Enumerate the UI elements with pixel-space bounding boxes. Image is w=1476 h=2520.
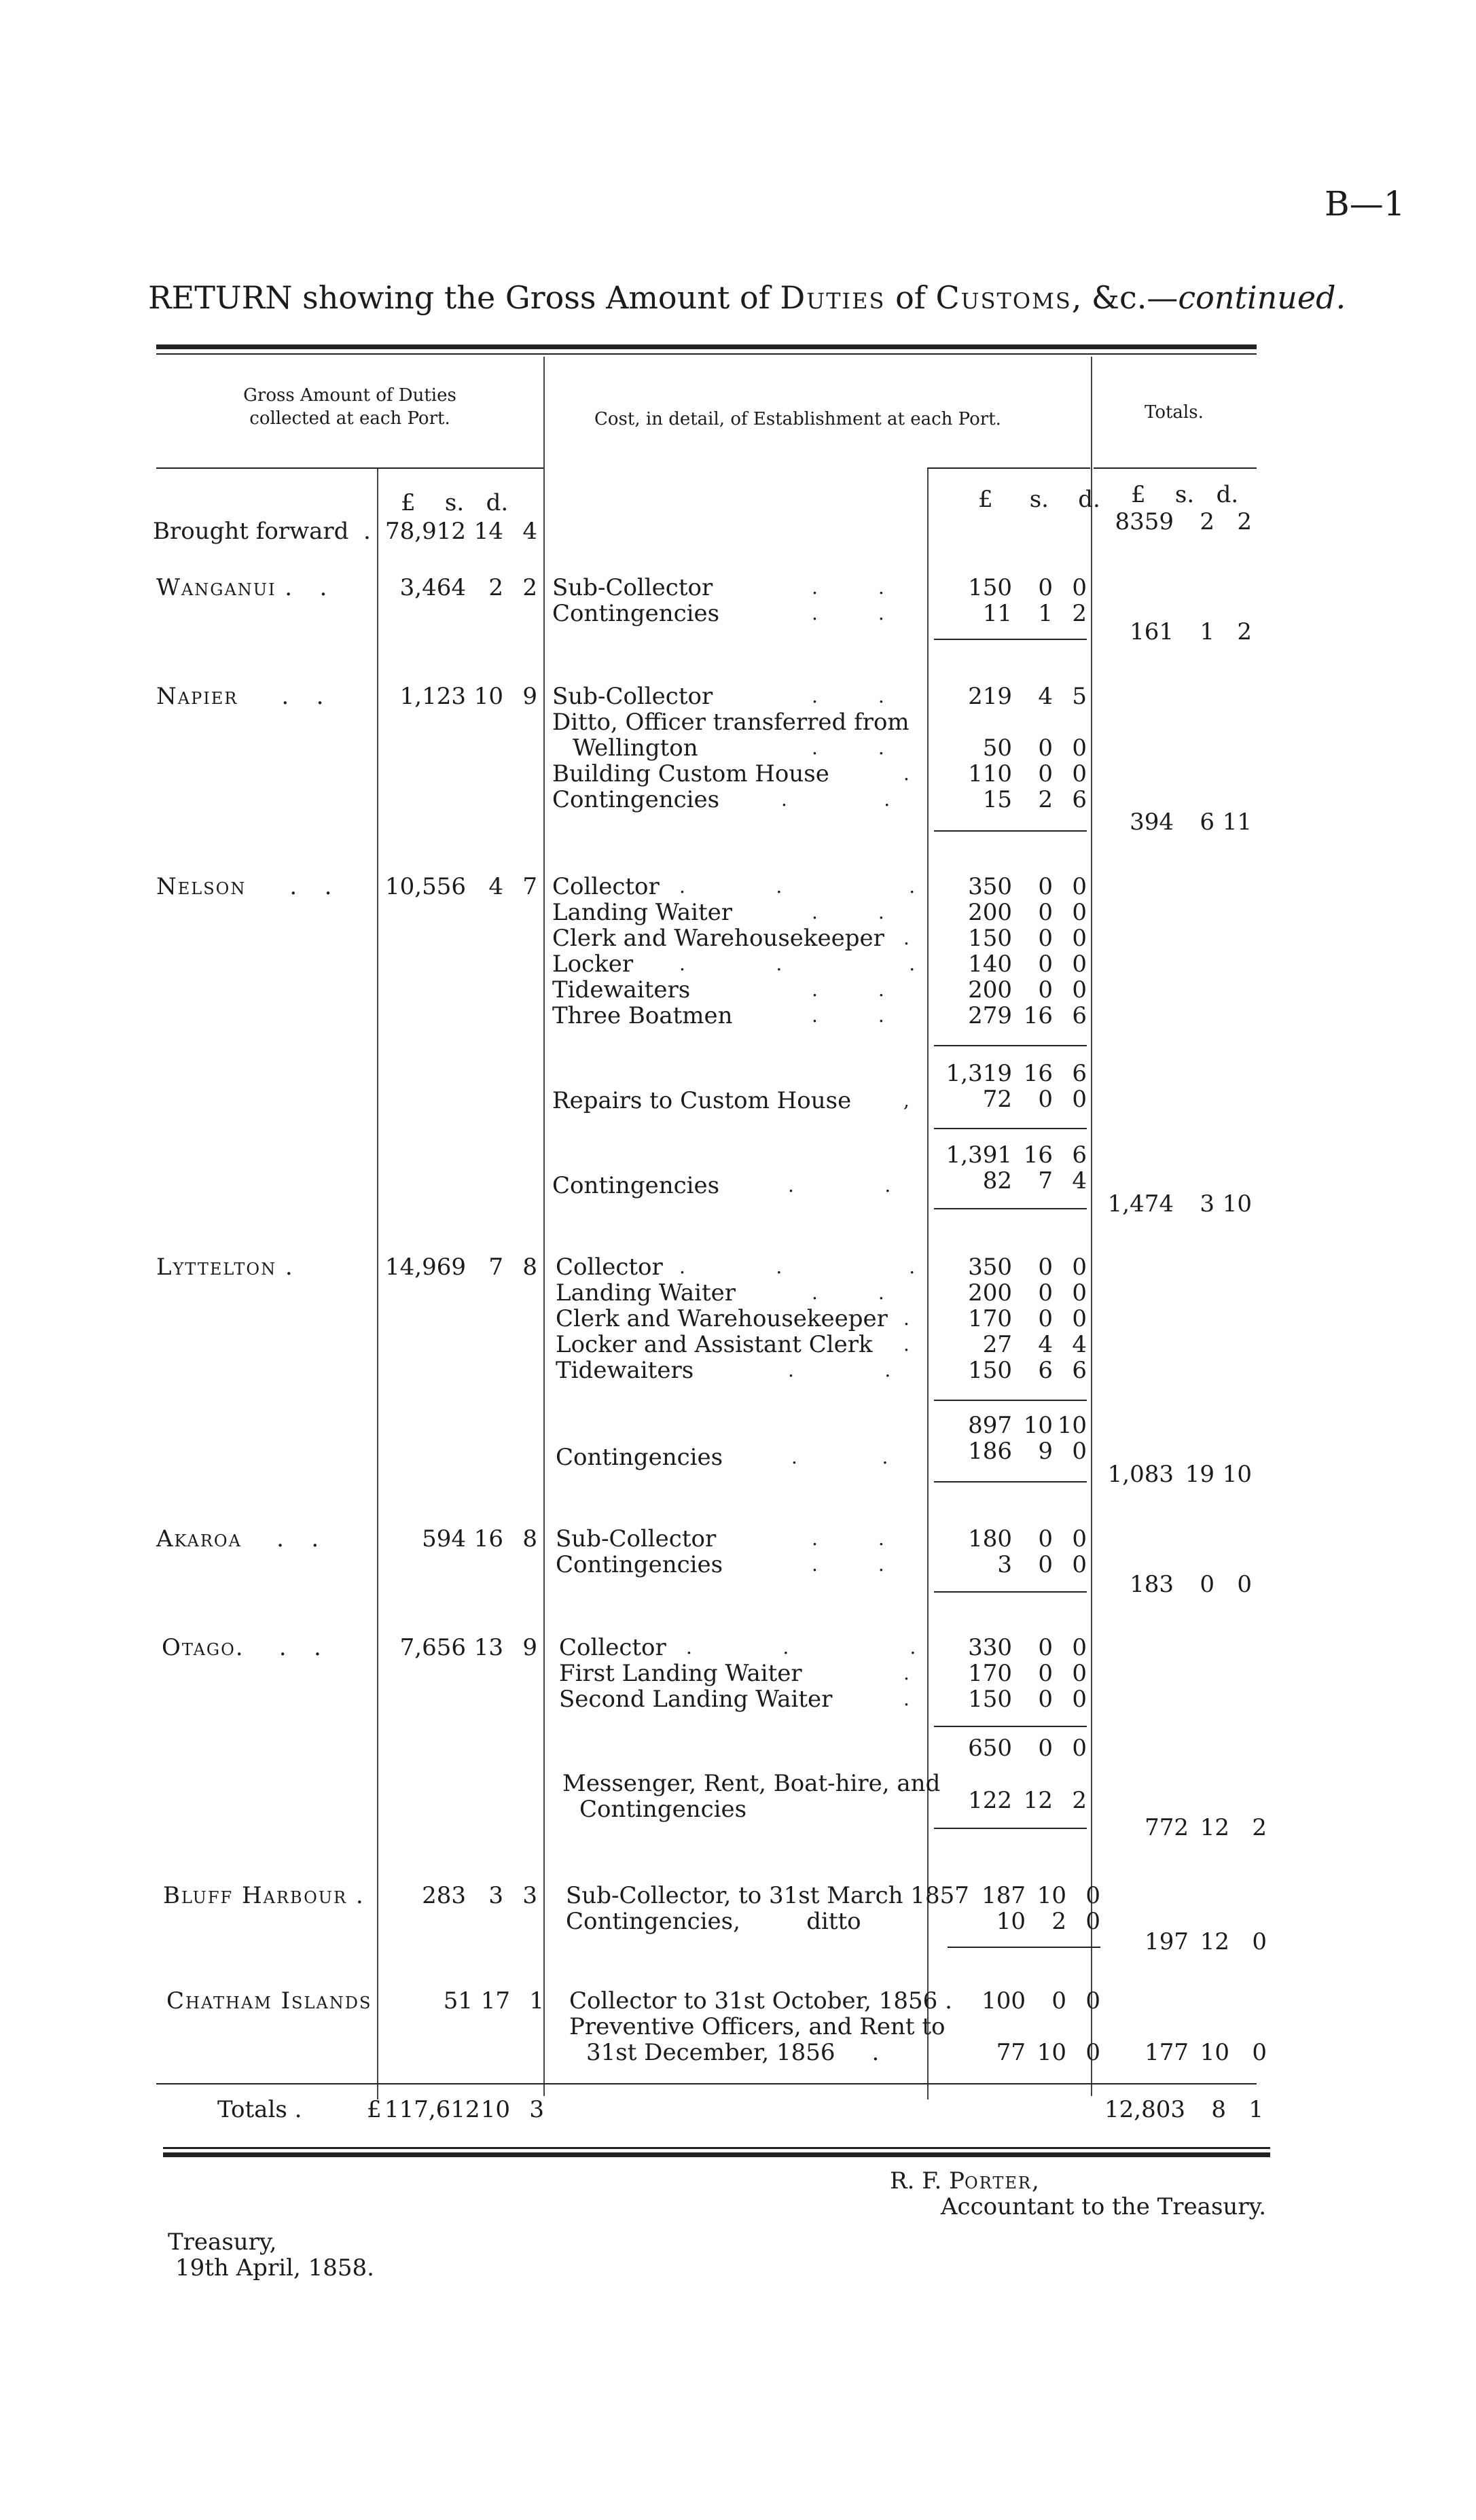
amt: 10 2 0 [996,1908,1100,1935]
item-label: Preventive Officers, and Rent to [569,2013,946,2040]
item-label: Sub-Collector, to 31st March 1857 [566,1882,969,1909]
gross-akaroa: 594 16 8 [422,1525,537,1552]
item-label: Locker [552,951,634,978]
signature-role: Accountant to the Treasury. [941,2193,1267,2220]
amt: 170 0 0 [968,1305,1087,1332]
item-label: Collector [552,873,660,900]
subtotal: 1,391 16 6 [946,1141,1087,1169]
amt: 150 0 0 [968,1686,1087,1713]
page-code: B—1 [1325,184,1405,224]
totals-label: Totals . [217,2096,302,2123]
port-name-napier: Napier . . [156,683,325,710]
port-name-wanganui: Wanganui . . [156,574,329,601]
amt: 100 0 0 [982,1987,1100,2015]
bottom-rule-thin [163,2147,1270,2149]
amt: 180 0 0 [968,1525,1087,1552]
total-otago: 772 12 2 [1145,1814,1267,1841]
subtotal: 1,319 16 6 [946,1060,1087,1087]
totals-grand: 12,803 8 1 [1104,2096,1263,2123]
amt: 3 0 0 [997,1551,1087,1578]
item-label: Sub-Collector [552,574,713,601]
col-divider-2 [1091,357,1092,2096]
subtotal: 650 0 0 [968,1735,1087,1762]
header-rule-3 [1094,467,1257,469]
amt: 200 0 0 [968,1279,1087,1307]
footer-date: 19th April, 1858. [175,2254,374,2282]
brought-forward-label: Brought forward . [153,518,371,545]
amt: 219 4 5 [968,683,1087,710]
header-gross: Gross Amount of Duties collected at each Port. [243,385,456,429]
header-cost: Cost, in detail, of Establishment at each Port. [594,409,1001,429]
brought-forward-gross: 78,912 14 4 [385,518,537,545]
gross-chatham-islands: 51 17 1 [443,1987,544,2015]
item-label: Contingencies [556,1444,723,1471]
amt: 279 16 6 [968,1002,1087,1029]
amt: 110 0 0 [968,760,1087,787]
item-label: Contingencies [579,1796,747,1823]
port-name-lyttelton: Lyttelton . [156,1254,294,1281]
gross-napier: 1,123 10 9 [399,683,537,710]
port-name-nelson: Nelson . . [156,873,334,900]
item-label: Locker and Assistant Clerk [556,1331,873,1358]
item-label: Clerk and Warehousekeeper [552,925,884,952]
amt: 150 0 0 [968,925,1087,952]
total-nelson: 1,474 3 10 [1107,1190,1252,1218]
amt: 200 0 0 [968,899,1087,926]
amt: 200 0 0 [968,976,1087,1004]
item-label: Contingencies [552,786,720,813]
col-divider-1 [543,357,545,2096]
item-label: First Landing Waiter [559,1660,802,1687]
item-label: Collector to 31st October, 1856 . [569,1987,952,2015]
totals-rule [156,2083,1257,2084]
item-label: Tidewaiters [552,976,691,1004]
cost-inner-divider [927,469,929,2099]
total-chatham-islands: 177 10 0 [1145,2039,1267,2066]
amt: 122 12 2 [968,1787,1087,1814]
amt: 15 2 6 [982,786,1087,813]
item-label: Contingencies, ditto [566,1908,861,1935]
header-totals: Totals. [1145,402,1204,423]
amt: 140 0 0 [968,951,1087,978]
item-label: Landing Waiter [556,1279,736,1307]
amt: 72 0 0 [982,1086,1087,1113]
footer-place: Treasury, [168,2229,277,2256]
brought-forward-total: 8359 2 2 [1115,508,1252,535]
item-label: Tidewaiters [556,1357,694,1384]
gross-wanganui: 3,464 2 2 [399,574,537,601]
subtotal: 897 10 10 [968,1412,1087,1439]
totals-gross: 117,612 10 3 [384,2096,544,2123]
top-rule-thin [156,353,1257,355]
amt: 77 10 0 [996,2039,1100,2066]
header-rule-1 [156,467,543,469]
gross-bluff-harbour: 283 3 3 [422,1882,537,1909]
bottom-rule-thick [163,2152,1270,2157]
item-label: Collector [559,1634,666,1661]
amt: 186 9 0 [968,1438,1087,1465]
amt: 82 7 4 [982,1167,1087,1194]
item-label: Collector [556,1254,663,1281]
total-lyttelton: 1,083 19 10 [1107,1461,1252,1488]
amt: 187 10 0 [982,1882,1100,1909]
amt: 330 0 0 [968,1634,1087,1661]
item-label: Three Boatmen [552,1002,733,1029]
amt: 350 0 0 [968,873,1087,900]
amt: 170 0 0 [968,1660,1087,1687]
item-label: Contingencies [556,1551,723,1578]
total-wanganui: 161 1 2 [1130,618,1252,645]
amt: 50 0 0 [982,734,1087,762]
header-rule-2 [927,467,1090,469]
amt: 150 0 0 [968,574,1087,601]
gross-nelson: 10,556 4 7 [385,873,537,900]
item-label: Wellington [573,734,698,762]
item-label: Landing Waiter [552,899,733,926]
item-label: Messenger, Rent, Boat-hire, and [562,1770,941,1797]
port-name-otago: Otago. . . [162,1634,323,1661]
amt: 350 0 0 [968,1254,1087,1281]
amt: 27 4 4 [982,1331,1087,1358]
gross-currency-head: £ s. d. [401,489,509,516]
totals-pound: £ [367,2096,382,2123]
top-rule-thick [156,344,1257,349]
total-bluff-harbour: 197 12 0 [1145,1928,1267,1955]
port-name-akaroa: Akaroa . . [156,1525,321,1552]
total-napier: 394 6 11 [1130,809,1252,836]
item-label: Sub-Collector [556,1525,717,1552]
item-label: 31st December, 1856 . [586,2039,880,2066]
item-label: Contingencies [552,600,720,627]
gross-otago: 7,656 13 9 [399,1634,537,1661]
cost-currency-head: £ s. d. [978,486,1100,513]
item-label: Repairs to Custom House [552,1087,852,1114]
amt: 150 6 6 [968,1357,1087,1384]
gross-lyttelton: 14,969 7 8 [385,1254,537,1281]
page-title: RETURN showing the Gross Amount of Duties of Customs, &c.—continued. [148,279,1346,316]
amt: 11 1 2 [982,600,1087,627]
total-akaroa: 183 0 0 [1130,1571,1252,1598]
item-label: Sub-Collector [552,683,713,710]
signature-name: R. F. Porter, [890,2167,1041,2195]
port-name-bluff-harbour: Bluff Harbour . [163,1882,365,1909]
item-label: Building Custom House [552,760,829,787]
item-label: Contingencies [552,1172,720,1199]
item-label: Ditto, Officer transferred from [552,709,910,736]
item-label: Clerk and Warehousekeeper [556,1305,888,1332]
port-name-chatham-islands: Chatham Islands [166,1987,372,2015]
totals-currency-head: £ s. d. [1131,481,1239,508]
item-label: Second Landing Waiter [559,1686,833,1713]
gross-inner-divider [377,469,378,2099]
